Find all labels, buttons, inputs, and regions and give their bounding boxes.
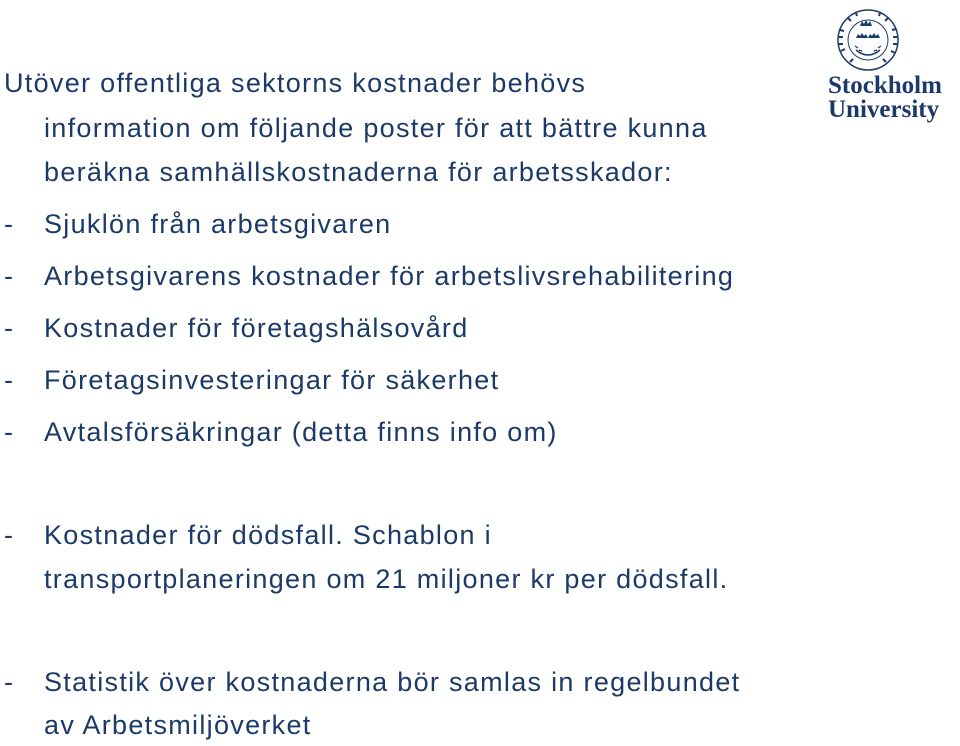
logo-wordmark xyxy=(828,74,942,122)
list-dash: - xyxy=(4,667,15,697)
list-item-text: Statistik över kostnaderna bör samlas in regelbundet xyxy=(44,667,741,697)
intro-line-1: Utöver offentliga sektorns kostnader behövs xyxy=(4,68,587,98)
list-item-text: Kostnader för dödsfall. Schablon i xyxy=(44,520,492,550)
list-dash: - xyxy=(4,365,15,395)
list-item-text-continued: transportplaneringen om 21 miljoner kr per dödsfall. xyxy=(44,564,729,594)
intro-line-2: information om följande poster för att bättre kunna xyxy=(44,113,708,143)
list-dash: - xyxy=(4,417,15,447)
list-dash: - xyxy=(4,520,15,550)
list-item-text: Sjuklön från arbetsgivaren xyxy=(44,209,392,239)
list-dash: - xyxy=(4,261,15,291)
university-seal-icon xyxy=(826,4,916,76)
list-item-text: Arbetsgivarens kostnader för arbetslivsrehabilitering xyxy=(44,261,735,291)
logo-line-stockholm: Stockholm xyxy=(828,72,942,99)
list-dash: - xyxy=(4,209,15,239)
list-item-text-continued: av Arbetsmiljöverket xyxy=(44,710,312,740)
list-item-text: Kostnader för företagshälsovård xyxy=(44,313,469,343)
list-item-text: Företagsinvesteringar för säkerhet xyxy=(44,365,500,395)
logo-line-university: University xyxy=(828,96,940,123)
stockholm-university-logo xyxy=(826,4,960,128)
list-dash: - xyxy=(4,313,15,343)
list-item-text: Avtalsförsäkringar (detta finns info om) xyxy=(44,417,558,447)
intro-line-3: beräkna samhällskostnaderna för arbetsskador: xyxy=(44,157,673,187)
